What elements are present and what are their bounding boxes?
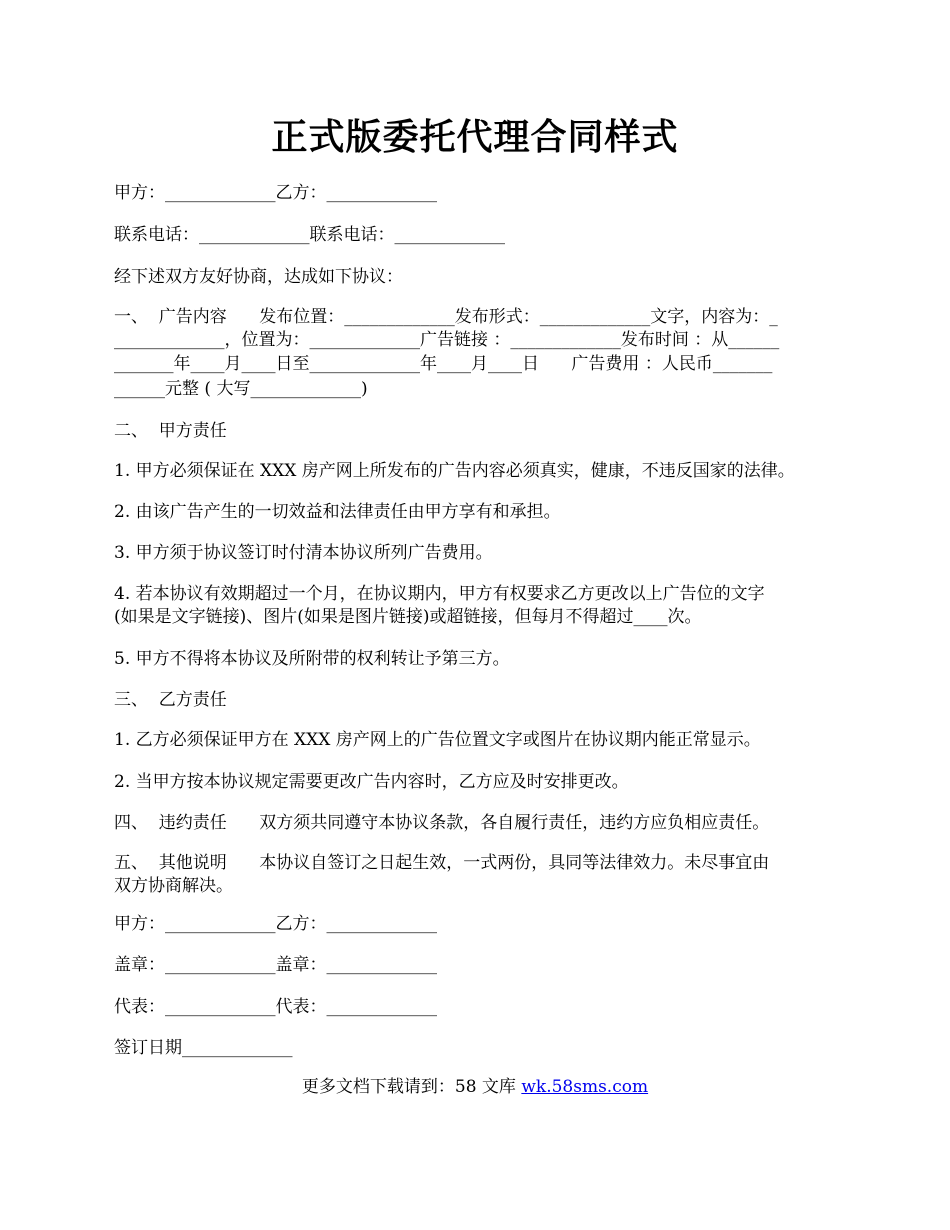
- party-a-clause-1: 1. 甲方必须保证在 XXX 房产网上所发布的广告内容必须真实，健康，不违反国家的法律。: [114, 461, 795, 481]
- party-a-clause-5: 5. 甲方不得将本协议及所附带的权利转让予第三方。: [114, 649, 510, 669]
- ad-content-line-1: 一、 广告内容 发布位置：_____________发布形式：_____________文字，内容为：_: [114, 307, 778, 327]
- document-title: 正式版委托代理合同样式: [271, 116, 679, 158]
- section-heading-party-b: 三、 乙方责任: [114, 690, 227, 710]
- section-heading-party-a: 二、 甲方责任: [114, 421, 227, 441]
- signature-party-line: 甲方：_____________乙方：_____________: [114, 914, 437, 934]
- ad-content-line-4: ______元整 ( 大写_____________): [114, 379, 368, 399]
- footer-text: 更多文档下载请到：58 文库: [301, 1077, 522, 1097]
- party-a-clause-2: 2. 由该广告产生的一切效益和法律责任由甲方享有和承担。: [114, 502, 561, 522]
- agreement-intro: 经下述双方友好协商，达成如下协议：: [114, 267, 403, 287]
- ad-content-line-2: _____________，位置为：_____________广告链接 ：_____________发布时间 ：从______: [114, 330, 780, 350]
- party-a-clause-3: 3. 甲方须于协议签订时付清本协议所列广告费用。: [114, 543, 493, 563]
- ad-content-line-3: _______年____月____日至_____________年____月____日 广告费用 ：人民币_______: [114, 354, 773, 374]
- breach-liability: 四、 违约责任 双方须共同遵守本协议条款，各自履行责任，违约方应负相应责任。: [114, 813, 770, 833]
- party-b-clause-2: 2. 当甲方按本协议规定需要更改广告内容时，乙方应及时安排更改。: [114, 772, 629, 792]
- contact-phone-line: 联系电话：_____________联系电话：_____________: [114, 225, 505, 245]
- party-line: 甲方：_____________乙方：_____________: [114, 183, 437, 203]
- signature-seal-line: 盖章：_____________盖章：_____________: [114, 955, 437, 975]
- party-b-clause-1: 1. 乙方必须保证甲方在 XXX 房产网上的广告位置文字或图片在协议期内能正常显示。: [114, 730, 761, 750]
- other-notes-line-1: 五、 其他说明 本协议自签订之日起生效，一式两份，具同等法律效力。未尽事宜由: [114, 853, 770, 873]
- footer: [0, 1076, 950, 1098]
- footer-link[interactable]: wk.58sms.com: [521, 1077, 649, 1097]
- other-notes-line-2: 双方协商解决。: [114, 876, 233, 896]
- party-a-clause-4-line-2: (如果是文字链接)、图片(如果是图片链接)或超链接，但每月不得超过____次。: [114, 607, 702, 627]
- signature-representative-line: 代表：_____________代表：_____________: [114, 997, 437, 1017]
- party-a-clause-4-line-1: 4. 若本协议有效期超过一个月，在协议期内，甲方有权要求乙方更改以上广告位的文字: [114, 584, 765, 604]
- signing-date-line: 签订日期_____________: [114, 1038, 293, 1058]
